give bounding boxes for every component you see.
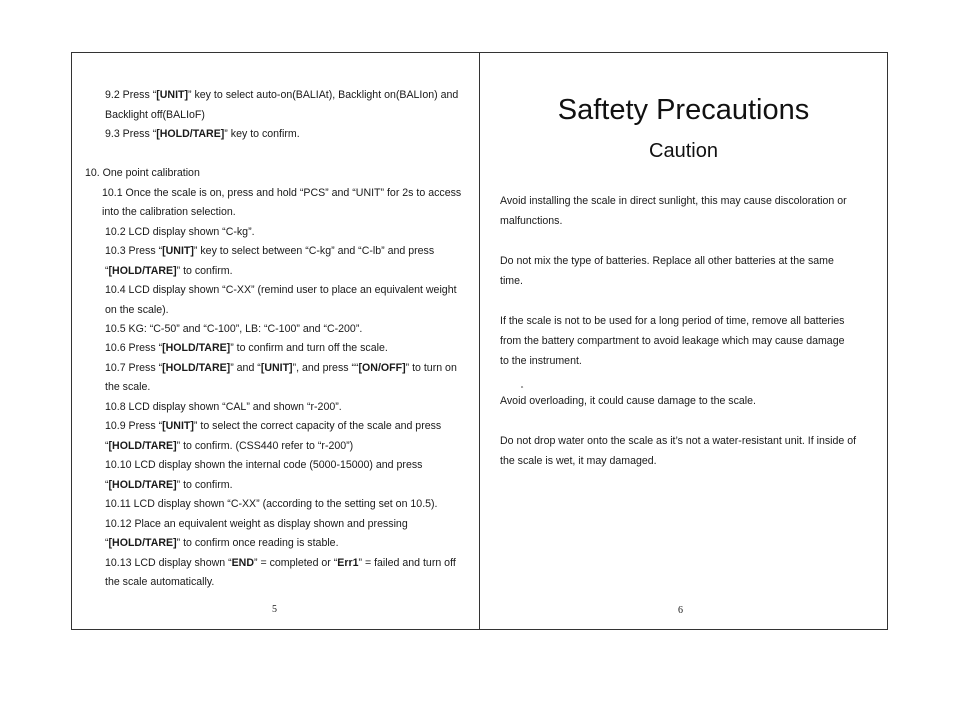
text-line: 10.12 Place an equivalent weight as display shown and pressing bbox=[105, 518, 408, 530]
text-line: 10.1 Once the scale is on, press and hold “PCS” and “UNIT” for 2s to access bbox=[102, 187, 462, 199]
page-subtitle: Caution bbox=[649, 140, 718, 162]
text-line: 10.6 Press “[HOLD/TARE]” to confirm and turn off the scale. bbox=[105, 342, 388, 354]
section-heading: 10. One point calibration bbox=[85, 167, 200, 179]
text-line: 10.8 LCD display shown “CAL” and shown “r-200”. bbox=[105, 401, 342, 413]
left-page bbox=[71, 52, 480, 630]
text-line: time. bbox=[500, 275, 523, 287]
text-line: the scale is wet, it may damaged. bbox=[500, 455, 657, 467]
text-line: Do not drop water onto the scale as it’s not a water-resistant unit. If inside of bbox=[500, 435, 857, 447]
text-line: 10.13 LCD display shown “END” = completed or “Err1” = failed and turn off bbox=[105, 557, 456, 569]
text-line: 10.11 LCD display shown “C-XX” (according to the setting set on 10.5). bbox=[105, 498, 438, 510]
text-line: 10.5 KG: “C-50” and “C-100”, LB: “C-100” and “C-200”. bbox=[105, 323, 363, 335]
text-line: 10.3 Press “[UNIT]” key to select between “C-kg” and “C-lb” and press bbox=[105, 245, 435, 257]
text-line: 10.2 LCD display shown “C-kg”. bbox=[105, 226, 255, 238]
text-line: 10.9 Press “[UNIT]” to select the correct capacity of the scale and press bbox=[105, 420, 442, 432]
text-line: 10.10 LCD display shown the internal code (5000-15000) and press bbox=[105, 459, 423, 471]
text-line: 9.2 Press “[UNIT]” key to select auto-on(BALIAt), Backlight on(BALIon) and bbox=[105, 89, 459, 101]
text-line: the scale automatically. bbox=[105, 576, 215, 588]
text-line: Backlight off(BALIoF) bbox=[105, 109, 205, 121]
page-title: Saftety Precautions bbox=[557, 94, 810, 126]
stray-mark: “ bbox=[521, 386, 524, 393]
right-page bbox=[479, 52, 888, 630]
text-line: Avoid overloading, it could cause damage to the scale. bbox=[500, 395, 756, 407]
text-line: “[HOLD/TARE]” to confirm. bbox=[105, 479, 233, 491]
text-line: to the instrument. bbox=[500, 355, 582, 367]
text-line: “[HOLD/TARE]” to confirm. (CSS440 refer to “r-200”) bbox=[105, 440, 354, 452]
text-line: the scale. bbox=[105, 381, 151, 393]
text-line: 9.3 Press “[HOLD/TARE]” key to confirm. bbox=[105, 128, 300, 140]
text-line: on the scale). bbox=[105, 304, 169, 316]
text-line: 10.4 LCD display shown “C-XX” (remind user to place an equivalent weight bbox=[105, 284, 457, 296]
text-line: 10.7 Press “[HOLD/TARE]” and “[UNIT]”, and press ““[ON/OFF]” to turn on bbox=[105, 362, 457, 374]
text-line: If the scale is not to be used for a long period of time, remove all batteries bbox=[500, 315, 845, 327]
page-number: 5 bbox=[272, 604, 277, 615]
text-line: into the calibration selection. bbox=[102, 206, 236, 218]
text-line: from the battery compartment to avoid leakage which may cause damage bbox=[500, 335, 845, 347]
page-number: 6 bbox=[678, 605, 683, 616]
text-line: “[HOLD/TARE]” to confirm once reading is stable. bbox=[105, 537, 339, 549]
text-line: Do not mix the type of batteries. Replace all other batteries at the same bbox=[500, 255, 834, 267]
text-line: Avoid installing the scale in direct sunlight, this may cause discoloration or bbox=[500, 195, 847, 207]
text-line: malfunctions. bbox=[500, 215, 563, 227]
text-line: “[HOLD/TARE]” to confirm. bbox=[105, 265, 233, 277]
